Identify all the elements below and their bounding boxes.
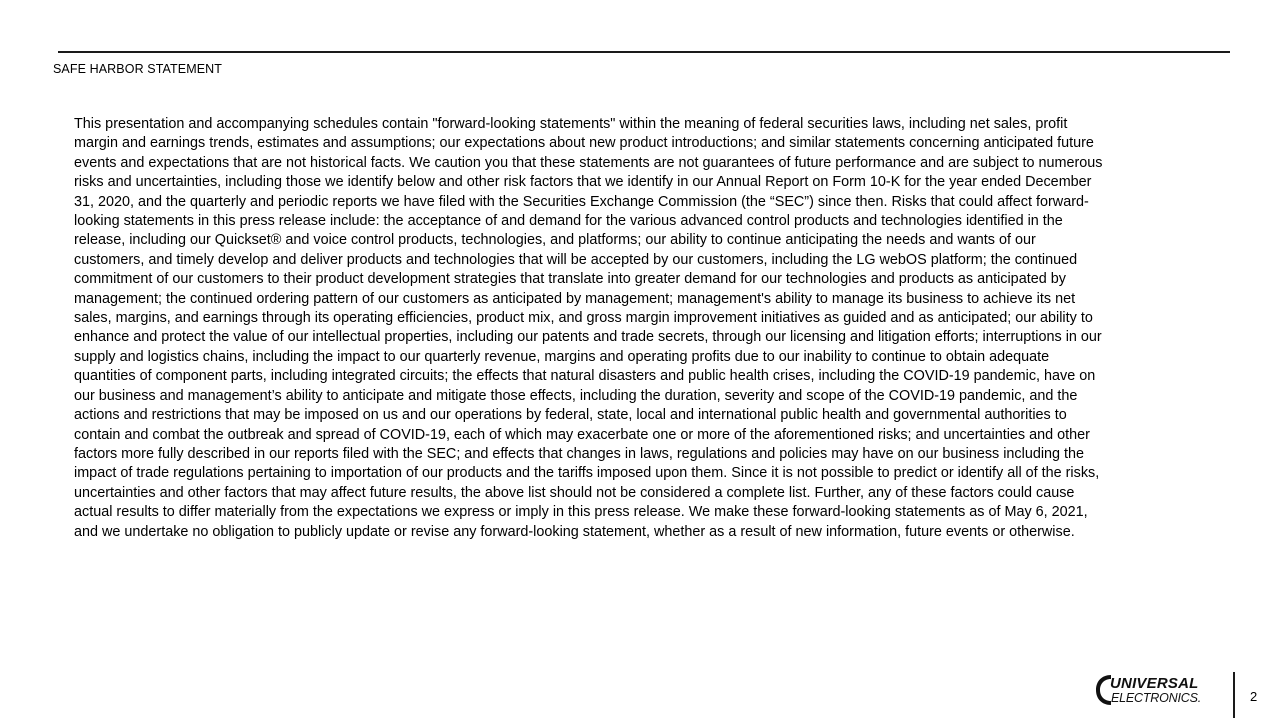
statement-line: 31, 2020, and the quarterly and periodic reports we have filed with the Securities Exchange Commission (the “SEC”) since then. Risks that could affect forward- bbox=[74, 193, 1089, 210]
statement-line: factors more fully described in our reports filed with the SEC; and effects that changes in laws, regulations and policies may have on our business including the bbox=[74, 445, 1085, 462]
universal-electronics-logo bbox=[1094, 672, 1212, 710]
statement-line: quantities of component parts, including integrated circuits; the effects that natural disasters and public health crises, including the COVID-19 pandemic, have on bbox=[74, 368, 1096, 385]
logo-wordmark-top: UNIVERSAL bbox=[1110, 675, 1199, 692]
statement-line: margin and earnings trends, estimates and assumptions; our expectations about new product introductions; and similar statements concerning anticipated future bbox=[74, 135, 1094, 152]
statement-line: enhance and protect the value of our intellectual properties, including our patents and trade secrets, through our licensing and litigation efforts; interruptions in our bbox=[74, 329, 1102, 346]
page-title: SAFE HARBOR STATEMENT bbox=[53, 62, 223, 76]
statement-line: actions and restrictions that may be imposed on us and our operations by federal, state, local and international public health and governmental authorities to bbox=[74, 407, 1067, 424]
statement-line: our business and management’s ability to anticipate and mitigate those effects, including the duration, severity and scope of the COVID-19 pandemic, and the bbox=[74, 387, 1078, 404]
page-number: 2 bbox=[1250, 689, 1258, 704]
statement-line: looking statements in this press release include: the acceptance of and demand for the various advanced control products and technologies identified in the bbox=[74, 213, 1063, 230]
statement-line: events and expectations that are not historical facts. We caution you that these statements are not guarantees of future performance and are subject to numerous bbox=[74, 154, 1103, 171]
statement-line: commitment of our customers to their product development strategies that translate into greater demand for our technologies and products as anticipated by bbox=[74, 271, 1066, 288]
statement-line: management; the continued ordering pattern of our customers as anticipated by management; management's ability to manage its business to achieve its net bbox=[74, 290, 1076, 307]
statement-line: risks and uncertainties, including those we identify below and other risk factors that we identify in our Annual Report on Form 10-K for the year ended December bbox=[74, 174, 1092, 191]
statement-line: uncertainties and other factors that may affect future results, the above list should not be considered a complete list. Further, any of these factors could cause bbox=[74, 484, 1075, 501]
statement-line: and we undertake no obligation to publicly update or revise any forward-looking statement, whether as a result of new information, future events or otherwise. bbox=[74, 523, 1075, 540]
footer-divider bbox=[1233, 672, 1235, 718]
statement-line: This presentation and accompanying schedules contain "forward-looking statements" within the meaning of federal securities laws, including net sales, profit bbox=[74, 116, 1068, 132]
statement-line: contain and combat the outbreak and spread of COVID-19, each of which may exacerbate one or more of the aforementioned risks; and uncertainties and other bbox=[74, 426, 1090, 443]
statement-line: supply and logistics chains, including the impact to our quarterly revenue, margins and operating profits due to our inability to continue to obtain adequate bbox=[74, 348, 1050, 365]
statement-line: customers, and timely develop and deliver products and technologies that will be accepted by our customers, including the LG webOS platform; the continued bbox=[74, 251, 1078, 268]
statement-line: release, including our Quickset® and voice control products, technologies, and platforms; our ability to continue anticipating the needs and wants of our bbox=[74, 232, 1036, 249]
statement-line: actual results to differ materially from the expectations we express or imply in this press release. We make these forward-looking statements as of May 6, 2021, bbox=[74, 504, 1088, 521]
statement-line: impact of trade regulations pertaining to importation of our products and the tariffs imposed upon them. Since it is not possible to predict or identify all of the risks, bbox=[74, 465, 1100, 482]
safe-harbor-statement bbox=[74, 115, 1224, 542]
statement-line: sales, margins, and earnings through its operating efficiencies, product mix, and gross margin improvement initiatives as guided and as anticipated; our ability to bbox=[74, 310, 1093, 327]
header-rule bbox=[58, 51, 1230, 53]
logo-wordmark-bottom: ELECTRONICS. bbox=[1111, 691, 1201, 705]
